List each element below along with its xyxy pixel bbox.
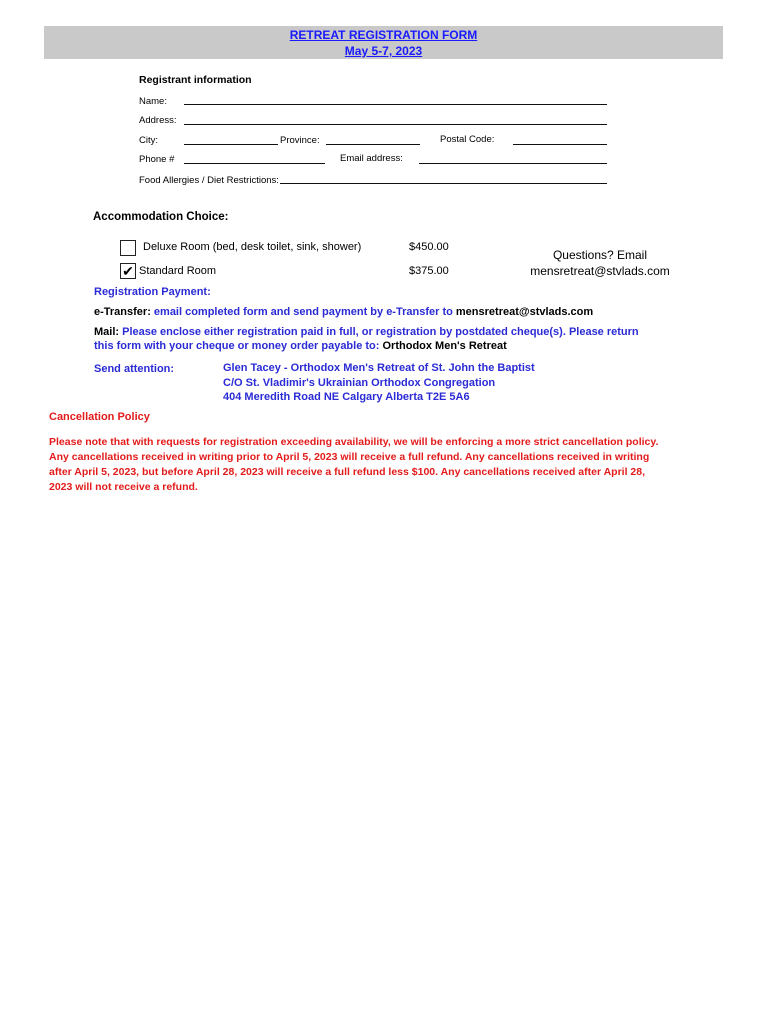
mail-payee: Orthodox Men's Retreat [382, 340, 507, 352]
city-label: City: [139, 135, 158, 146]
name-label: Name: [139, 96, 167, 107]
mail-line-1 [94, 326, 639, 338]
postal-code-field[interactable] [513, 144, 607, 145]
email-label: Email address: [340, 153, 403, 164]
form-dates: May 5-7, 2023 [344, 44, 423, 58]
address-field[interactable] [184, 124, 607, 125]
etransfer-email: mensretreat@stvlads.com [455, 306, 594, 318]
form-title: RETREAT REGISTRATION FORM [289, 28, 478, 42]
food-allergies-field[interactable] [280, 183, 607, 184]
questions-text: Questions? Email [552, 248, 648, 262]
etransfer-text: email completed form and send payment by e-Transfer to [150, 306, 456, 318]
mailing-address-line-1: Glen Tacey - Orthodox Men's Retreat of St. John the Baptist [223, 362, 535, 374]
phone-label: Phone # [139, 154, 175, 165]
etransfer-label: e-Transfer: [94, 306, 151, 318]
food-allergies-label: Food Allergies / Diet Restrictions: [139, 175, 279, 186]
etransfer-line [94, 306, 593, 318]
cancellation-line-2: Any cancellations received in writing prior to April 5, 2023 will receive a full refund. Any cancellations received in writing [49, 451, 650, 463]
mail-label: Mail: [94, 326, 120, 338]
payment-heading: Registration Payment: [94, 286, 211, 298]
checkmark-icon: ✔ [122, 263, 134, 279]
province-field[interactable] [326, 144, 420, 145]
deluxe-room-label: Deluxe Room (bed, desk toilet, sink, shower) [143, 241, 362, 253]
questions-email: mensretreat@stvlads.com [530, 264, 670, 278]
postal-code-label: Postal Code: [440, 134, 495, 145]
deluxe-room-price: $450.00 [409, 241, 449, 253]
province-label: Province: [280, 135, 320, 146]
standard-room-price: $375.00 [409, 265, 449, 277]
send-attention-label: Send attention: [94, 363, 175, 375]
name-field[interactable] [184, 104, 607, 105]
phone-field[interactable] [184, 163, 325, 164]
cancellation-line-1: Please note that with requests for registration exceeding availability, we will be enforcing a more strict cancellation policy. [49, 436, 659, 448]
standard-room-label: Standard Room [139, 265, 217, 277]
cancellation-heading: Cancellation Policy [49, 411, 150, 423]
email-field[interactable] [419, 163, 607, 164]
cancellation-line-3: after April 5, 2023, but before April 28, 2023 will receive a full refund less $100. Any cancellations received after April 28, [49, 466, 646, 478]
mailing-address-line-3: 404 Meredith Road NE Calgary Alberta T2E 5A6 [223, 391, 470, 403]
cancellation-line-4: 2023 will not receive a refund. [49, 481, 198, 493]
registrant-heading: Registrant information [139, 74, 252, 86]
mail-text-1: Please enclose either registration paid in full, or registration by postdated cheque(s). Please return [119, 326, 639, 338]
mailing-address-line-2: C/O St. Vladimir's Ukrainian Orthodox Congregation [223, 377, 496, 389]
mail-line-2 [94, 340, 507, 352]
deluxe-room-checkbox[interactable] [120, 240, 136, 256]
standard-room-checkbox[interactable] [120, 263, 136, 279]
mail-text-2: this form with your cheque or money order payable to: [94, 340, 383, 352]
address-label: Address: [139, 115, 177, 126]
city-field[interactable] [184, 144, 278, 145]
accommodation-heading: Accommodation Choice: [93, 211, 229, 223]
